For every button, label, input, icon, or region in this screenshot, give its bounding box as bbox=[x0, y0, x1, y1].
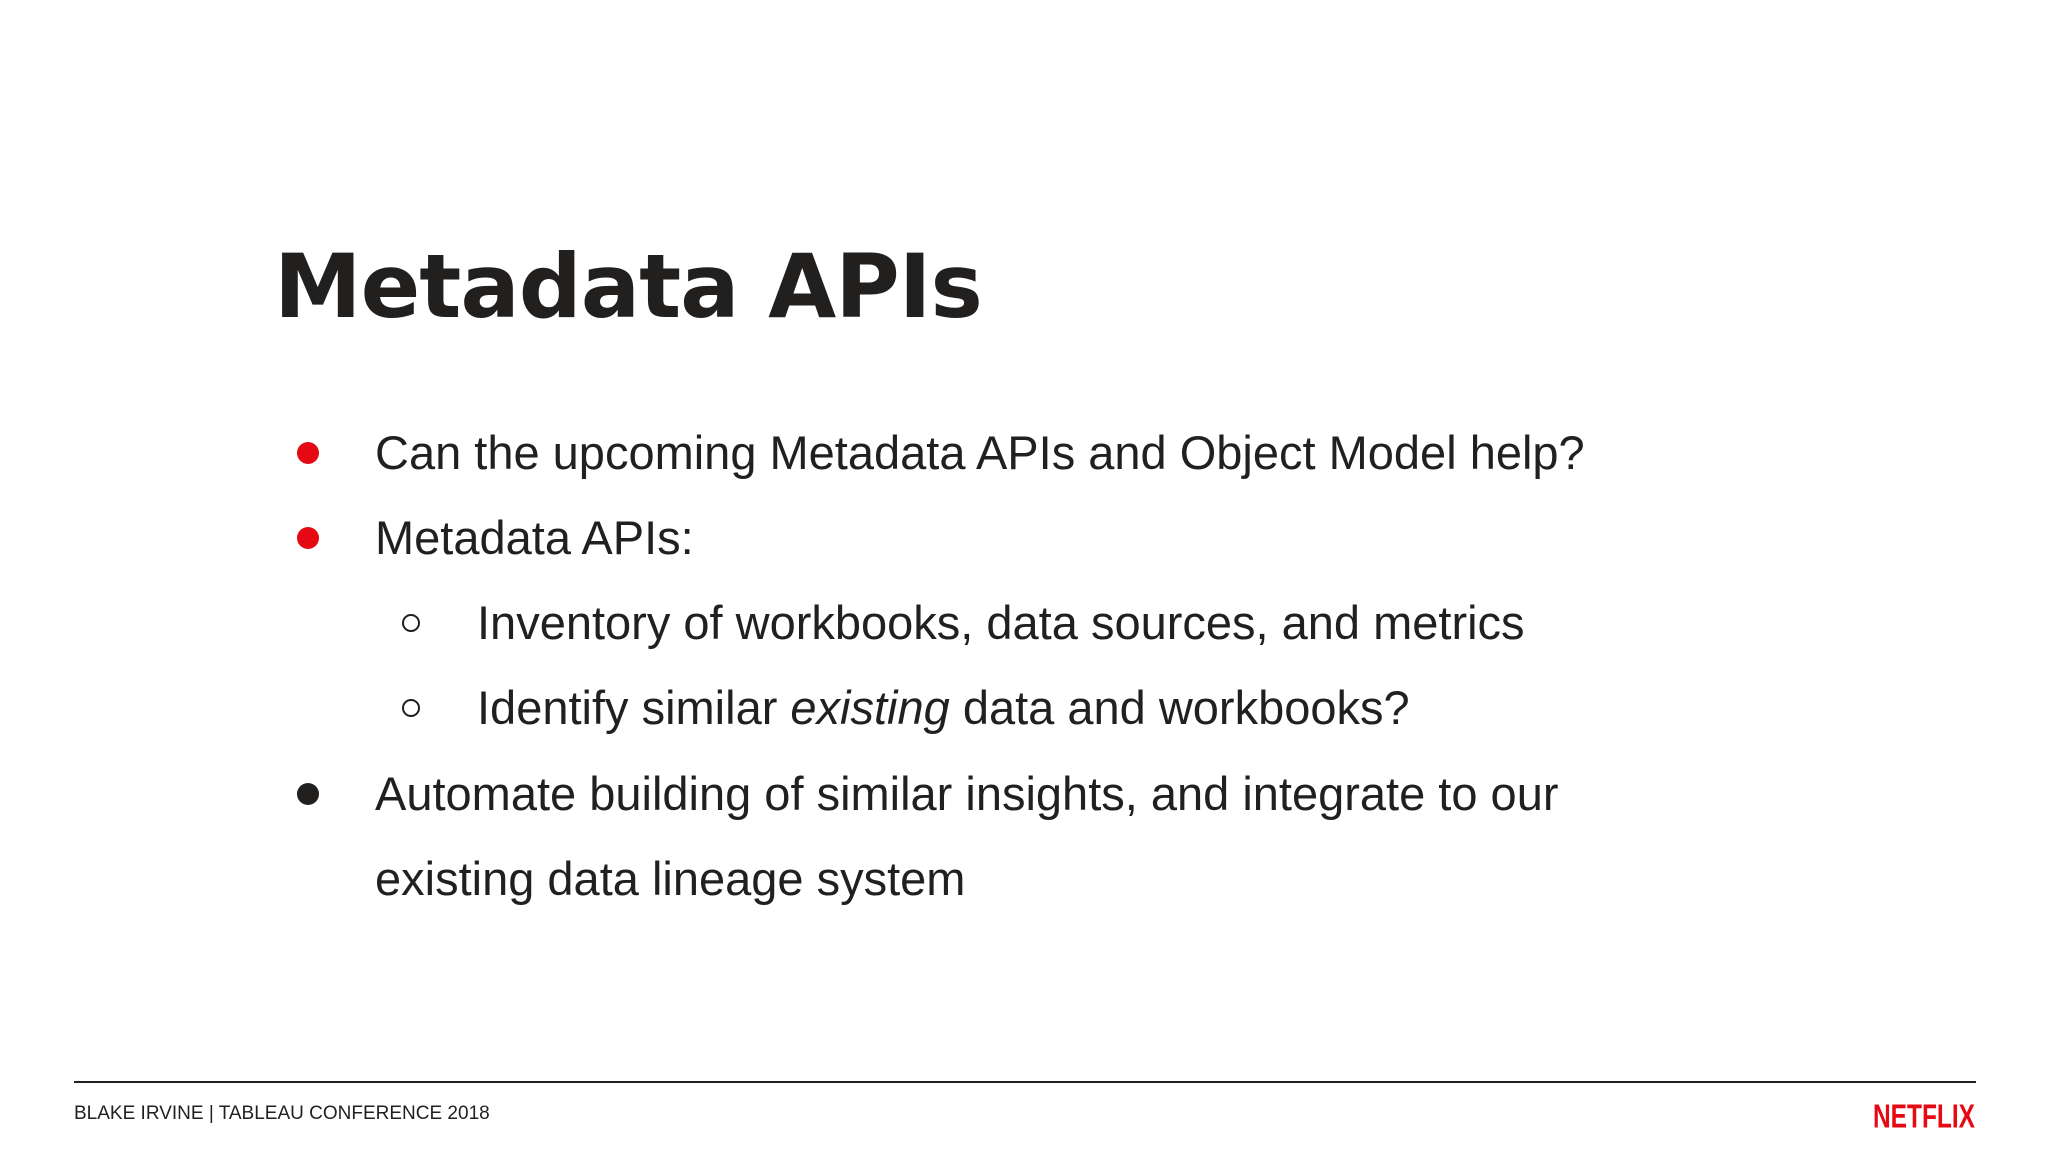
black-bullet-icon bbox=[297, 783, 319, 805]
sub-bullet-text-before: Identify similar bbox=[477, 681, 791, 734]
slide-title: Metadata APIs bbox=[274, 235, 982, 338]
netflix-logo bbox=[1872, 1096, 1976, 1135]
sub-bullet-text-italic: existing bbox=[790, 681, 950, 734]
red-bullet-icon bbox=[297, 442, 319, 464]
hollow-bullet-icon bbox=[402, 699, 420, 717]
footer-credit: BLAKE IRVINE | TABLEAU CONFERENCE 2018 bbox=[74, 1103, 490, 1124]
bullet-item: Metadata APIs: bbox=[375, 511, 694, 564]
bullet-item-line-1: Automate building of similar insights, and integrate to our bbox=[375, 767, 1559, 820]
svg-text:NETFLIX: NETFLIX bbox=[1873, 1096, 1976, 1135]
hollow-bullet-icon bbox=[402, 614, 420, 632]
sub-bullet-text-after: data and workbooks? bbox=[949, 681, 1410, 734]
sub-bullet-item bbox=[477, 678, 1410, 738]
sub-bullet-item: Inventory of workbooks, data sources, and metrics bbox=[477, 596, 1525, 649]
footer-divider bbox=[74, 1081, 1976, 1083]
bullet-item-line-2: existing data lineage system bbox=[375, 852, 966, 905]
bullet-item: Can the upcoming Metadata APIs and Object Model help? bbox=[375, 426, 1585, 479]
red-bullet-icon bbox=[297, 527, 319, 549]
